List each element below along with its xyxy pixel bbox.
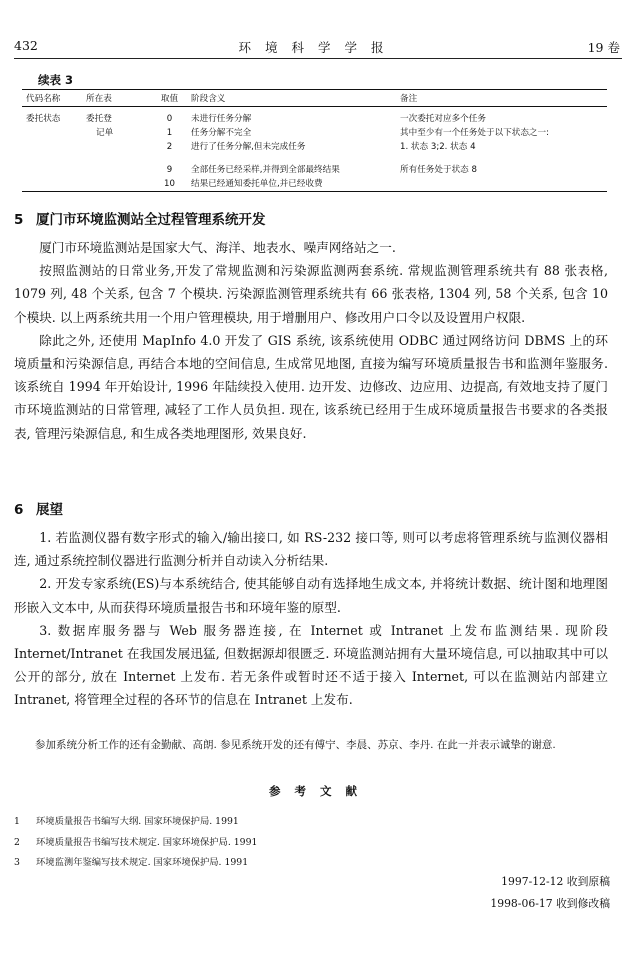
paragraph: 1. 若监测仪器有数字形式的输入/输出接口, 如 RS-232 接口等, 则可以考虑将管理系统与监测仪器相连, 通过系统控制仪器进行监测分析并自动读入分析结果. bbox=[14, 530, 608, 569]
paragraph: 厦门市环境监测站是国家大气、海洋、地表水、噪声网络站之一. bbox=[39, 240, 396, 255]
reference-number: 1 bbox=[14, 816, 20, 827]
cell-line: 结果已经通知委托单位,并已经收费 bbox=[191, 179, 323, 189]
cell-line: 委托登 bbox=[86, 114, 112, 124]
reference-item bbox=[14, 833, 614, 854]
cell-line: 0 bbox=[166, 114, 173, 124]
running-header bbox=[14, 38, 622, 58]
journal-title: 环境科学学报 bbox=[238, 40, 398, 55]
col-header: 代码名称 bbox=[26, 94, 61, 104]
cell-line: 进行了任务分解,但未完成任务 bbox=[191, 142, 306, 152]
cell-line: 9 bbox=[166, 165, 173, 175]
section-title: 展望 bbox=[36, 502, 63, 518]
paragraph: 除此之外, 还使用 MapInfo 4.0 开发了 GIS 系统, 该系统使用 ODBC 通过网络访问 DBMS 上的环境质量和污染源信息, 再结合本地的空间信息, 生成常见地图, 直接为编写环境质量报告书和监测年鉴服务. 该系统自 1994 年开始设计, 1996 年陆续投入使用. 边开发、边修改、边应用、边提高, 有效地支持了厦门市环境监测站的日常管理, 减轻了工作人员负担. 现在, 该系统已经用于生成环境质量报告书要求的各类报表, 管理污染源信息, 和生成各类地理图形, 效果良好. bbox=[14, 332, 608, 441]
received-date: 1997-12-12 收到原稿 bbox=[501, 875, 610, 888]
meaning-cell bbox=[187, 154, 396, 192]
note-cell bbox=[396, 107, 607, 155]
cell-line: 10 bbox=[164, 179, 175, 189]
reference-number: 2 bbox=[14, 836, 20, 848]
section-body bbox=[14, 526, 608, 712]
table-row bbox=[22, 154, 607, 192]
header-rule bbox=[14, 58, 622, 59]
cell-line: 任务分解不完全 bbox=[191, 128, 252, 138]
reference-text: 环境质量报告书编写大纲. 国家环境保护局. 1991 bbox=[36, 816, 239, 827]
references-title: 参考文献 bbox=[269, 784, 371, 798]
code-name-cell bbox=[22, 154, 82, 192]
reference-list bbox=[14, 812, 614, 874]
cell-line: 全部任务已经采样,并得到全部最终结果 bbox=[191, 165, 340, 175]
table-row bbox=[22, 107, 607, 155]
code-name-cell: 委托状态 bbox=[26, 114, 61, 124]
meaning-cell bbox=[187, 107, 396, 155]
table-cell bbox=[82, 107, 148, 155]
cell-line: 1. 状态 3;2. 状态 4 bbox=[400, 142, 476, 152]
section-number: 6 bbox=[14, 502, 24, 518]
reference-item bbox=[14, 812, 614, 833]
section-number: 5 bbox=[14, 212, 24, 228]
paragraph: 2. 开发专家系统(ES)与本系统结合, 使其能够自动有选择地生成文本, 并将统计数据、统计图和地理图形嵌入文本中, 从而获得环境质量报告书和环境年鉴的原型. bbox=[14, 576, 608, 615]
section-heading bbox=[14, 208, 266, 228]
paragraph: 按照监测站的日常业务,开发了常规监测和污染源监测两套系统. 常规监测管理系统共有 88 张表格, 1079 列, 48 个关系, 包含 7 个模块. 污染源监测管理系统共有 66 张表格, 1304 列, 58 个关系, 包含 10 个模块. 以上两系统共用一个用户管理模块, 用于增删用户、修改用户口令以及设置用户权限. bbox=[14, 263, 608, 325]
cell-line: 记单 bbox=[96, 128, 114, 138]
cell-line: 未进行任务分解 bbox=[191, 114, 252, 124]
table-title: 续表 3 bbox=[38, 73, 74, 87]
paragraph: 3. 数据库服务器与 Web 服务器连接, 在 Internet 或 Intranet 上发布监测结果. 现阶段 Internet/Intranet 在我国发展迅猛, 但数据源却很匮乏. 环境监测站拥有大量环境信息, 可以抽取其中可以公开的部分, 放在 Internet 上发布. 若无条件或暂时还不适于接入 Internet, 可以在监测站内部建立 Intranet, 将管理全过程的各环节的信息在 Intranet 上发布. bbox=[14, 622, 608, 708]
note-cell bbox=[396, 154, 607, 192]
cell-line: 2 bbox=[166, 142, 173, 152]
section-body bbox=[14, 236, 608, 445]
reference-item bbox=[14, 853, 614, 874]
cell-line: 1 bbox=[166, 128, 173, 138]
revised-date: 1998-06-17 收到修改稿 bbox=[490, 897, 610, 910]
cell-line: 其中至少有一个任务处于以下状态之一: bbox=[400, 128, 549, 138]
reference-text: 环境质量报告书编写技术规定. 国家环境保护局. 1991 bbox=[36, 836, 258, 848]
table-cell bbox=[82, 154, 148, 192]
reference-text: 环境监测年鉴编写技术规定. 国家环境保护局. 1991 bbox=[36, 857, 249, 868]
cell-line: 所有任务处于状态 8 bbox=[400, 165, 477, 175]
acknowledgement-text: 参加系统分析工作的还有金勤献、高朗. 参见系统开发的还有傅宁、李晨、苏京、李丹. 在此一并表示诚挚的谢意. bbox=[35, 739, 556, 751]
col-header: 备注 bbox=[400, 94, 418, 104]
section-title: 厦门市环境监测站全过程管理系统开发 bbox=[36, 212, 266, 228]
table-header-row bbox=[22, 90, 607, 107]
col-header: 阶段含义 bbox=[191, 94, 226, 104]
continued-table bbox=[22, 89, 607, 192]
col-header: 取值 bbox=[160, 94, 179, 104]
col-header: 所在表 bbox=[86, 94, 112, 104]
value-cell bbox=[148, 107, 187, 155]
section-heading bbox=[14, 498, 63, 518]
volume-label: 19 卷 bbox=[587, 40, 620, 55]
acknowledgement bbox=[14, 735, 608, 755]
page-number: 432 bbox=[14, 38, 38, 53]
value-cell bbox=[148, 154, 187, 192]
reference-number: 3 bbox=[14, 857, 20, 868]
cell-line: 一次委托对应多个任务 bbox=[400, 114, 486, 124]
